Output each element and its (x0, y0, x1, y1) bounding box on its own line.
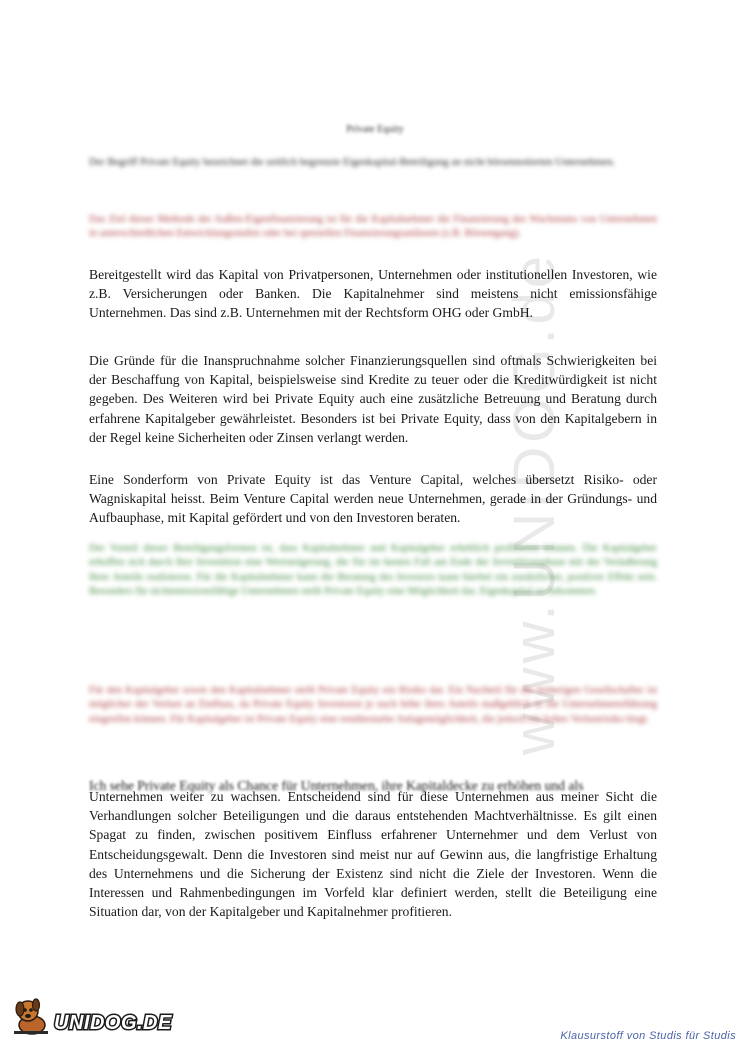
unidog-logo[interactable] (10, 995, 172, 1037)
document-title: Private Equity (346, 124, 404, 135)
paragraph-conclusion: Unternehmen weiter zu wachsen. Entscheidend sind für diese Unternehmen aus meiner Sicht die Verhandlungen solcher Beteiligungen und die daraus entstehenden Machtverhältnisse. Es gilt einen Spagat zu finden, zwischen positivem Einfluss erfahrener Unternehmer und dem Verlust von Entscheidungsgewalt. Denn die Investoren sind meist nur auf Gewinn aus, die langfristige Erhaltung des Unternehmens und die Sicherung der Existenz sind nicht die Ziele der Investoren. Wenn die Interessen und Rahmenbedingungen im Vorfeld klar definiert werden, stellt die Beteiligung eine Situation dar, von der Kapitalgeber und Kapitalnehmer profitieren. (89, 789, 657, 920)
paragraph-venture-capital: Eine Sonderform von Private Equity ist das Venture Capital, welches übersetzt Risiko- oder Wagniskapital heisst. Beim Venture Capital werden neue Unternehmen, gerade in der Gründungs- und Aufbauphase, mit Kapital gefördert und von den Investoren beraten. (89, 472, 657, 526)
logo-wordmark: UNIDOG.DE (54, 1011, 172, 1034)
footer-tagline: Klausurstoff von Studis für Studis (560, 1030, 736, 1042)
blurred-paragraph-intro: Der Begriff Private Equity bezeichnet die zeitlich begrenzte Eigenkapital-Beteiligung an nicht börsennotierten Unternehmen. (89, 157, 616, 168)
blurred-paragraph-goal: Das Ziel dieser Methode der Außen-Eigenfinanzierung ist für die Kapitalnehmer die Finanzierung des Wachstums von Unternehmen in unterschiedlichen Entwicklungsstufen oder bei speziellen Finanzierungsanlässen (z.B. Börsengang). (89, 214, 657, 240)
dog-mascot-icon (10, 995, 52, 1037)
paragraph-capital-sources: Bereitgestellt wird das Kapital von Privatpersonen, Unternehmen oder institutionellen Investoren, wie z.B. Versicherungen oder Banken. Die Kapitalnehmer sind meistens nicht emissionsfähige Unternehmen. Das sind z.B. Unternehmen mit der Rechtsform OHG oder GmbH. (89, 267, 657, 321)
watermark: www.UNIDOG.de (501, 251, 567, 756)
blurred-paragraph-risks: Für den Kapitalgeber sowie den Kapitalnehmer stellt Private Equity ein Risiko dar. Ein Nachteil für die bisherigen Gesellschafter ist möglicher der Verlust an Einfluss, da Private Equity Investoren je nach höhe ihres Anteils maßgeblich in die Unternehmensführung eingreifen können. Für Kapitalgeber ist Private Equity eine renditestarke Anlagemöglichkeit, die jedoch ein hohes Verlustrisiko birgt. (89, 685, 657, 725)
blurred-paragraph-advantages: Der Vorteil dieser Beteiligungsformen ist, dass Kapitalnehmer und Kapitalgeber erheblich profitieren können. Die Kapitalgeber erhoffen sich durch Ihre Investition eine Wertsteigerung, die Sie im besten Fall am Ende der Investitionsphase mit der Veräußerung Ihrer Anteile realisieren. Für die Kapitalnehmer kann die Beratung des Investors kann hierbei ein zusätzlicher, positiver Effekt sein. Besonders für nichtemissionsfähige Unternehmen stellt Private Equity eine Möglichkeit dar, Eigenkapital zu bekommen. (89, 543, 657, 598)
paragraph-conclusion-first-line: Ich sehe Private Equity als Chance für Unternehmen, ihre Kapitaldecke zu erhöhen und als (89, 778, 584, 793)
paragraph-reasons: Die Gründe für die Inanspruchnahme solcher Finanzierungsquellen sind oftmals Schwierigkeiten bei der Beschaffung von Kapital, beispielsweise sind Kredite zu teuer oder die Kreditwürdigkeit ist nicht gegeben. Des Weiteren wird bei Private Equity auch eine zusätzliche Betreuung und Beratung durch erfahrene Kapitalgeber gewährleistet. Besonders ist bei Private Equity, dass von den Kapitalgebern in der Regel keine Sicherheiten oder Zinsen verlangt werden. (89, 353, 657, 445)
